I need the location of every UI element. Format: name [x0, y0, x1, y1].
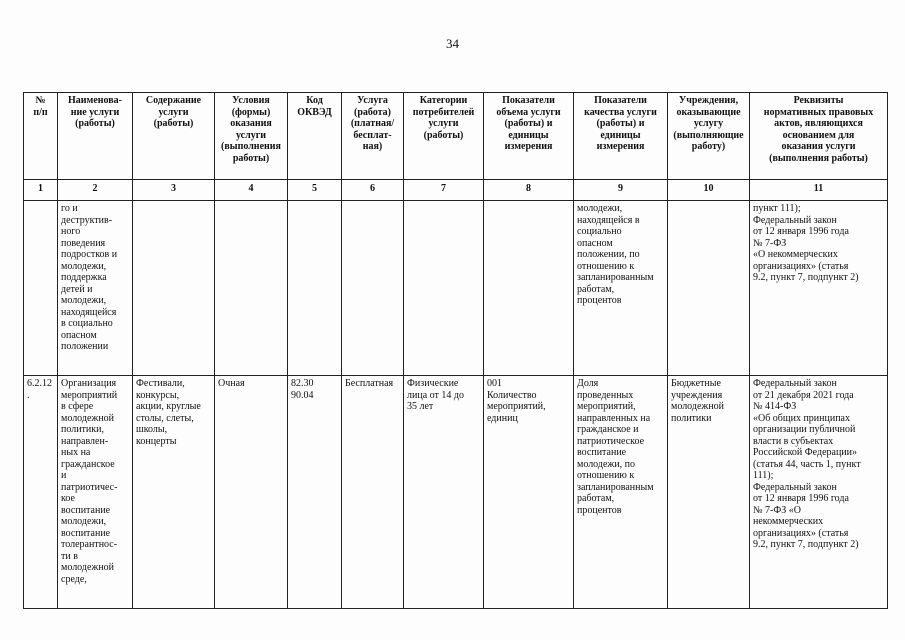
column-number: 8 [484, 180, 574, 201]
header-service-name: Наименова- ние услуги (работы) [58, 93, 133, 180]
cell-consumers [404, 201, 484, 376]
header-okved: Код ОКВЭД [288, 93, 342, 180]
cell-num: 6.2.12. [24, 376, 58, 609]
header-legal-acts: Реквизиты нормативных правовых актов, являющихся основанием для оказания услуги (выполнения работы) [750, 93, 888, 180]
column-number: 3 [133, 180, 215, 201]
table-row [24, 376, 888, 609]
header-volume: Показатели объема услуги (работы) и единицы измерения [484, 93, 574, 180]
column-number: 2 [58, 180, 133, 201]
page-number: 34 [446, 36, 459, 51]
table-row [24, 201, 888, 376]
cell-okved [288, 201, 342, 376]
column-number: 6 [342, 180, 404, 201]
cell-paid-free [342, 201, 404, 376]
cell-conditions [215, 201, 288, 376]
column-number: 4 [215, 180, 288, 201]
cell-content [133, 201, 215, 376]
header-consumers: Категории потребителей услуги (работы) [404, 93, 484, 180]
cell-service-name: Организация мероприятий в сфере молодежной политики, направлен- ных на гражданское и патриотичес- кое воспитание молодежи, воспитание толерантнос- ти в молодежной среде, [58, 376, 133, 609]
cell-volume [484, 201, 574, 376]
header-row [24, 93, 888, 180]
cell-okved: 82.30 90.04 [288, 376, 342, 609]
column-number: 11 [750, 180, 888, 201]
cell-institutions: Бюджетные учреждения молодежной политики [668, 376, 750, 609]
header-paid-free: Услуга (работа) (платная/ бесплат- ная) [342, 93, 404, 180]
cell-consumers: Физические лица от 14 до 35 лет [404, 376, 484, 609]
cell-service-name: го и деструктив- ного поведения подростков и молодежи, поддержка детей и молодежи, находящейся в социально опасном положении [58, 201, 133, 376]
header-num: № п/п [24, 93, 58, 180]
cell-num [24, 201, 58, 376]
column-number: 5 [288, 180, 342, 201]
cell-institutions [668, 201, 750, 376]
column-number: 10 [668, 180, 750, 201]
cell-legal-acts: Федеральный закон от 21 декабря 2021 года № 414-ФЗ «Об общих принципах организации публичной власти в субъектах Российской Федерации» (статья 44, часть 1, пункт 111); Федеральный закон от 12 января 1996 года № 7-ФЗ «О некоммерческих организациях» (статья 9.2, пункт 7, подпункт 2) [750, 376, 888, 609]
services-table [23, 92, 888, 609]
header-institutions: Учреждения, оказывающие услугу (выполняющие работу) [668, 93, 750, 180]
cell-content: Фестивали, конкурсы, акции, круглые столы, слеты, школы, концерты [133, 376, 215, 609]
cell-legal-acts: пункт 111); Федеральный закон от 12 января 1996 года № 7-ФЗ «О некоммерческих организациях» (статья 9.2, пункт 7, подпункт 2) [750, 201, 888, 376]
cell-conditions: Очная [215, 376, 288, 609]
header-quality: Показатели качества услуги (работы) и единицы измерения [574, 93, 668, 180]
header-content: Содержание услуги (работы) [133, 93, 215, 180]
cell-volume: 001 Количество мероприятий, единиц [484, 376, 574, 609]
header-conditions: Условия (формы) оказания услуги (выполнения работы) [215, 93, 288, 180]
cell-paid-free: Бесплатная [342, 376, 404, 609]
cell-quality: Доля проведенных мероприятий, направленных на гражданское и патриотическое воспитание молодежи, по отношению к запланированным работам, процентов [574, 376, 668, 609]
column-number: 1 [24, 180, 58, 201]
column-number: 7 [404, 180, 484, 201]
cell-quality: молодежи, находящейся в социально опасном положении, по отношению к запланированным работам, процентов [574, 201, 668, 376]
column-number-row [24, 180, 888, 201]
column-number: 9 [574, 180, 668, 201]
